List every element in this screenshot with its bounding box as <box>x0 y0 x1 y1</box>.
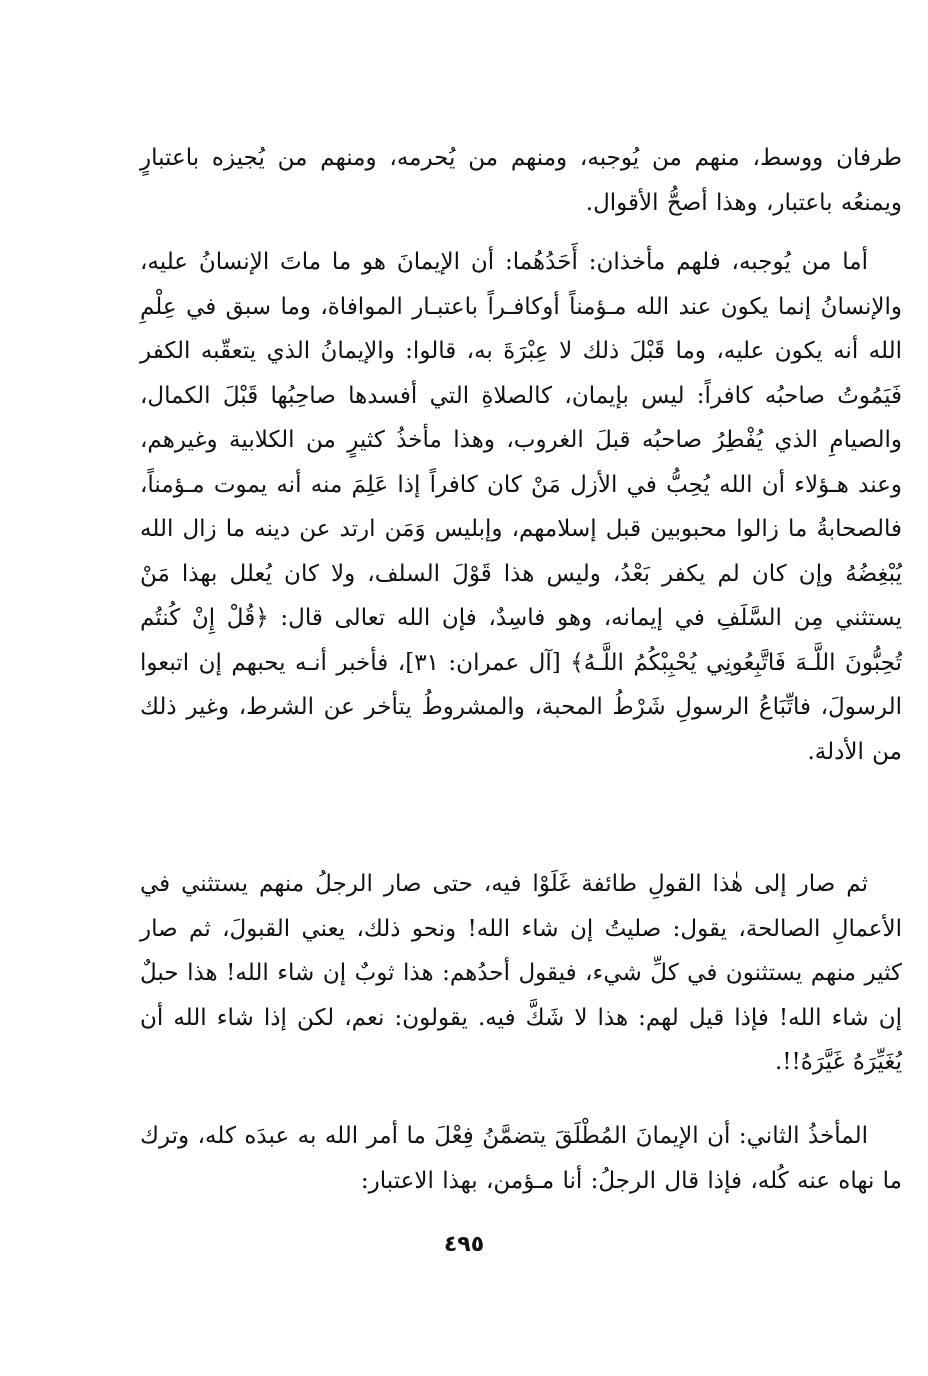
paragraph-continuation <box>140 136 902 225</box>
paragraph-text: طرفان ووسط، منهم من يُوجبه، ومنهم من يُحرمه، ومنهم من يُجيزه باعتبارٍ ويمنعُه باعتبار، وهذا أصحُّ الأقوال. <box>140 145 902 216</box>
paragraph-first-reason <box>140 240 902 774</box>
paragraph-text: المأخذُ الثاني: أن الإيمانَ المُطْلَقَ يتضمَّنُ فِعْلَ ما أمر الله به عبدَه كله، وترك ما نهاه عنه كُله، فإذا قال الرجلُ: أنا مـؤمن، بهذا الاعتبار: <box>140 1123 902 1194</box>
paragraph-text: ثم صار إلى هٰذا القولِ طائفة غَلَوْا فيه، حتى صار الرجلُ منهم يستثني في الأعمالِ الصالحة، يقول: صليتُ إن شاء الله! ونحو ذلك، يعني القبولَ، ثم صار كثير منهم يستثنون في كلِّ شيء، فيقول أحدُهم: هذا ثوبٌ إن شاء الله! هذا حبلٌ إن شاء الله! فإذا قيل لهم: هذا لا شَكَّ فيه. يقولون: نعم، لكن إذا شاء الله أن يُغَيِّرَهُ غَيَّرَهُ!!. <box>140 871 902 1075</box>
paragraph-exaggeration <box>140 862 902 1085</box>
paragraph-second-reason <box>140 1114 902 1203</box>
paragraph-text: أما من يُوجبه، فلهم مأخذان: أَحَدُهُما: أن الإيمانَ هو ما ماتَ الإنسانُ عليه، والإنسانُ إنما يكون عند الله مـؤمناً أوكافـراً باعتبـار الموافاة، وما سبق في عِلْمِ الله أنه يكون عليه، وما قَبْلَ ذلك لا عِبْرَةَ به، قالوا: والإيمانُ الذي يتعقّبه الكفر فَيَمُوتُ صاحبُه كافراً: ليس بإيمان، كالصلاةِ التي أفسدها صاحِبُها قَبْلَ الكمال، والصيامِ الذي يُفْطِرُ صاحبُه قبلَ الغروب، وهذا مأخذُ كثيرٍ من الكلابية وغيرهم، وعند هـؤلاء أن الله يُحِبُّ في الأزل مَنْ كان كافراً إذا عَلِمَ منه أنه يموت مـؤمناً، فالصحابةُ ما زالوا محبوبين قبل إسلامهم، وإبليس وَمَن ارتد عن دينه ما زال الله يُبْغِضُهُ وإن كان لم يكفر بَعْدُ، وليس هذا قَوْلَ السلف، ولا كان يُعلل بهذا مَنْ يستثني مِن السَّلَفِ في إيمانه، وهو فاسِدٌ، فإن الله تعالى قال: ﴿قُلْ إِنْ كُنتُم تُحِبُّونَ اللَّـهَ فَاتَّبِعُونِي يُحْبِبْكُمُ اللَّـهُ﴾ [آل عمران: ٣١]، فأخبر أنـه يحبهم إن اتبعوا الرسولَ، فاتِّبَاعُ الرسولِ شَرْطُ المحبة، والمشروطُ يتأخر عن الشرط، وغير ذلك من الأدلة. <box>140 249 902 765</box>
page-number: ٤٩٥ <box>443 1232 485 1257</box>
